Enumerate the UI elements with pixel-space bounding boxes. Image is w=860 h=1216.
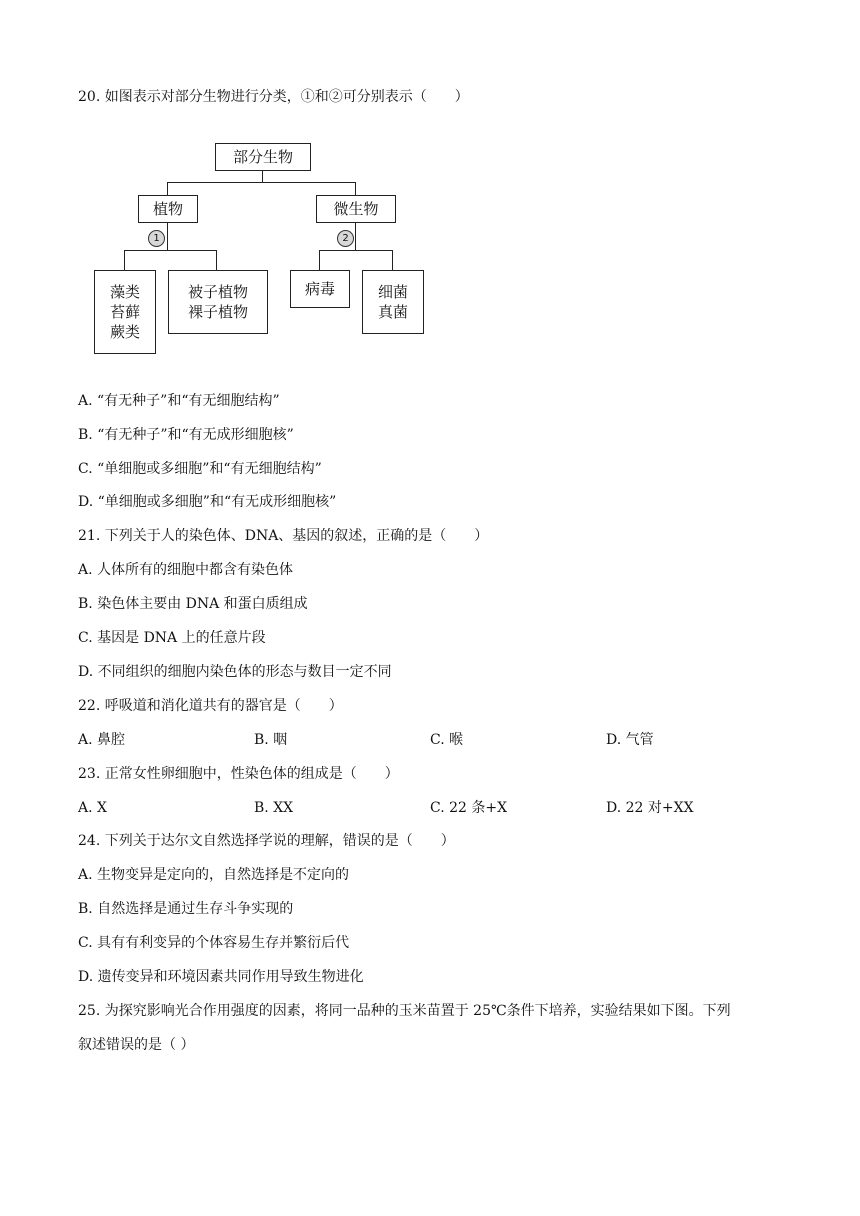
q24-option-c: C. 具有有利变异的个体容易生存并繁衍后代 [78, 935, 350, 951]
q22-option-b: B. 咽 [254, 732, 288, 748]
question-25-stem-line2: 叙述错误的是（ ） [78, 1037, 195, 1053]
question-20-stem: 20. 如图表示对部分生物进行分类，①和②可分别表示（ ） [78, 89, 469, 105]
leaf-line: 被子植物 [187, 283, 248, 301]
q22-option-a: A. 鼻腔 [78, 732, 126, 748]
q21-option-b: B. 染色体主要由 DNA 和蛋白质组成 [78, 596, 308, 612]
leaf-line: 病毒 [304, 280, 335, 298]
diagram-microbe-box: 微生物 [316, 195, 396, 223]
diagram-leaf-algae-moss-fern [94, 270, 156, 354]
connector-line [319, 250, 320, 270]
diagram-root-box: 部分生物 [215, 143, 311, 171]
leaf-line: 裸子植物 [187, 303, 248, 321]
q23-option-d: D. 22 对+XX [606, 800, 694, 816]
connector-line [355, 182, 356, 195]
q21-option-a: A. 人体所有的细胞中都含有染色体 [78, 562, 294, 578]
q22-option-c: C. 喉 [430, 732, 464, 748]
connector-line [124, 250, 125, 270]
q20-option-c: C. “单细胞或多细胞”和“有无细胞结构” [78, 461, 322, 477]
circled-number-2: 2 [337, 230, 354, 247]
q21-option-d: D. 不同组织的细胞内染色体的形态与数目一定不同 [78, 664, 392, 680]
connector-line [167, 182, 356, 183]
connector-line [167, 222, 168, 250]
diagram-leaf-virus [290, 270, 350, 308]
q23-option-c: C. 22 条+X [430, 800, 508, 816]
leaf-line: 真菌 [377, 303, 408, 321]
question-22-stem: 22. 呼吸道和消化道共有的器官是（ ） [78, 698, 343, 714]
connector-line [319, 250, 393, 251]
q20-option-a: A. “有无种子”和“有无细胞结构” [78, 393, 280, 409]
leaf-line: 蕨类 [109, 323, 140, 341]
question-24-stem: 24. 下列关于达尔文自然选择学说的理解，错误的是（ ） [78, 833, 455, 849]
q20-option-d: D. “单细胞或多细胞”和“有无成形细胞核” [78, 494, 337, 510]
q21-option-c: C. 基因是 DNA 上的任意片段 [78, 630, 266, 646]
question-21-stem: 21. 下列关于人的染色体、DNA、基因的叙述，正确的是（ ） [78, 528, 489, 544]
connector-line [355, 222, 356, 250]
q24-option-b: B. 自然选择是通过生存斗争实现的 [78, 901, 294, 917]
connector-line [167, 182, 168, 195]
q20-option-b: B. “有无种子”和“有无成形细胞核” [78, 427, 294, 443]
question-25-stem-line1: 25. 为探究影响光合作用强度的因素，将同一品种的玉米苗置于 25℃条件下培养，实验结果如下图。下列 [78, 1003, 731, 1019]
question-23-stem: 23. 正常女性卵细胞中，性染色体的组成是（ ） [78, 766, 399, 782]
connector-line [392, 250, 393, 270]
q22-option-d: D. 气管 [606, 732, 654, 748]
connector-line [124, 250, 217, 251]
connector-line [262, 170, 263, 182]
leaf-line: 细菌 [377, 283, 408, 301]
q24-option-d: D. 遗传变异和环境因素共同作用导致生物进化 [78, 969, 364, 985]
diagram-leaf-seed-plants [168, 270, 268, 334]
q23-option-b: B. XX [254, 800, 294, 816]
leaf-line: 苔藓 [109, 303, 140, 321]
circled-number-1: 1 [148, 230, 165, 247]
q24-option-a: A. 生物变异是定向的，自然选择是不定向的 [78, 867, 350, 883]
leaf-line: 藻类 [109, 283, 140, 301]
connector-line [216, 250, 217, 270]
diagram-leaf-bacteria-fungi [362, 270, 424, 334]
q23-option-a: A. X [78, 800, 107, 816]
diagram-plant-box: 植物 [138, 195, 198, 223]
